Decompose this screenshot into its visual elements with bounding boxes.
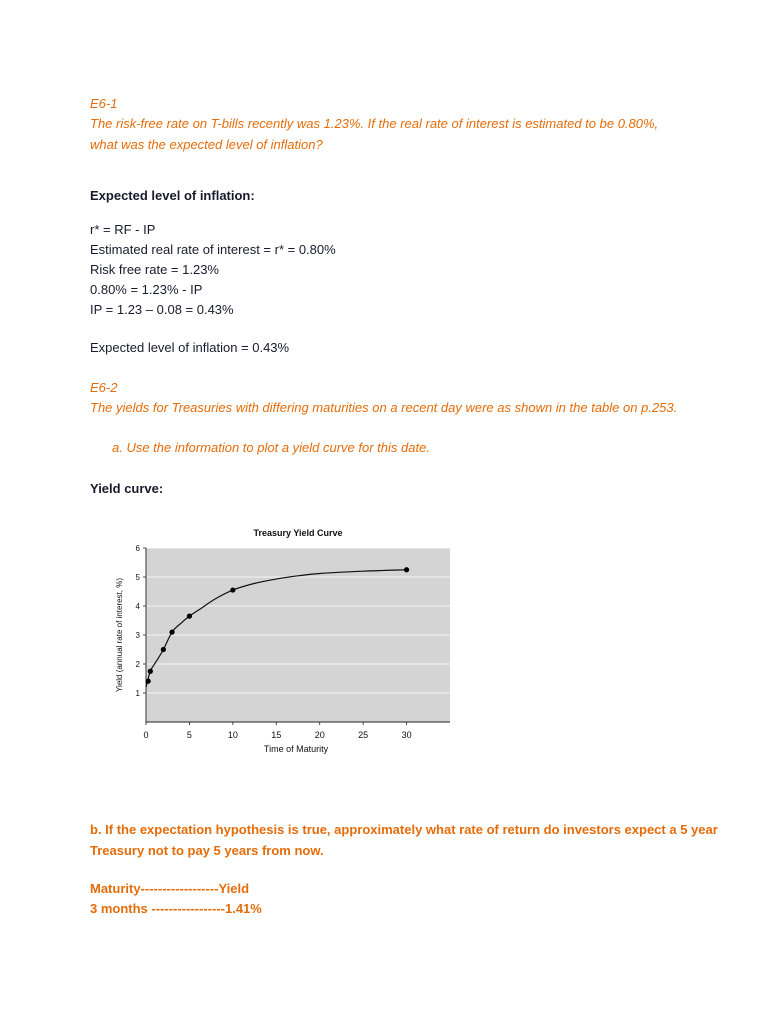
x-tick-label-30: 30 <box>401 730 412 740</box>
yield-curve-svg <box>112 520 457 760</box>
y-tick-label-5: 5 <box>135 573 140 582</box>
e6-2-part-a: a. Use the information to plot a yield curve for this date. <box>112 440 430 455</box>
e6-1-question-line1: The risk-free rate on T-bills recently was 1.23%. If the real rate of interest is estimated to be 0.80%, <box>90 116 659 131</box>
y-tick-label-6: 6 <box>135 544 140 553</box>
x-tick-label-25: 25 <box>358 730 369 740</box>
data-point-2 <box>148 669 153 674</box>
data-point-6 <box>230 587 235 592</box>
y-tick-labels <box>136 544 141 698</box>
e6-2-part-b-line1: b. If the expectation hypothesis is true, approximately what rate of return do investors expect a 5 year <box>90 822 718 837</box>
x-tick-label-0: 0 <box>143 730 149 740</box>
e6-2-heading: E6-2 <box>90 380 118 395</box>
formula-line-1: r* = RF - IP <box>90 222 156 237</box>
maturity-table-row-1: 3 months -----------------1.41% <box>90 901 262 916</box>
e6-1-heading: E6-1 <box>90 96 118 111</box>
expected-inflation-label: Expected level of inflation: <box>90 188 255 203</box>
y-tick-label-4: 4 <box>135 602 140 611</box>
data-point-3 <box>161 647 166 652</box>
yield-curve-label: Yield curve: <box>90 481 164 496</box>
formula-line-3: Risk free rate = 1.23% <box>90 262 219 277</box>
x-tick-labels <box>143 730 411 740</box>
y-tick-label-1: 1 <box>135 689 140 698</box>
yield-curve-chart <box>112 520 457 760</box>
data-point-4 <box>169 630 174 635</box>
formula-line-2: Estimated real rate of interest = r* = 0.80% <box>90 242 336 257</box>
maturity-table-header: Maturity------------------Yield <box>90 881 250 896</box>
data-point-7 <box>404 567 409 572</box>
chart-title: Treasury Yield Curve <box>253 528 343 538</box>
x-tick-label-5: 5 <box>186 730 192 740</box>
e6-2-part-b-line2: Treasury not to pay 5 years from now. <box>90 843 324 858</box>
data-point-5 <box>187 614 192 619</box>
x-tick-label-10: 10 <box>227 730 238 740</box>
data-point-1 <box>146 679 151 684</box>
x-tick-label-15: 15 <box>271 730 282 740</box>
y-tick-label-2: 2 <box>135 660 140 669</box>
formula-line-4: 0.80% = 1.23% - IP <box>90 282 203 297</box>
e6-1-question-line2: what was the expected level of inflation? <box>90 137 323 152</box>
y-tick-label-3: 3 <box>135 631 140 640</box>
formula-line-5: IP = 1.23 – 0.08 = 0.43% <box>90 302 234 317</box>
e6-2-question: The yields for Treasuries with differing maturities on a recent day were as shown in the table on p.253. <box>90 400 678 415</box>
x-tick-label-20: 20 <box>314 730 325 740</box>
y-axis-label: Yield (annual rate of interest, %) <box>115 578 124 692</box>
inflation-answer: Expected level of inflation = 0.43% <box>90 340 290 355</box>
x-axis-label: Time of Maturity <box>263 744 329 754</box>
